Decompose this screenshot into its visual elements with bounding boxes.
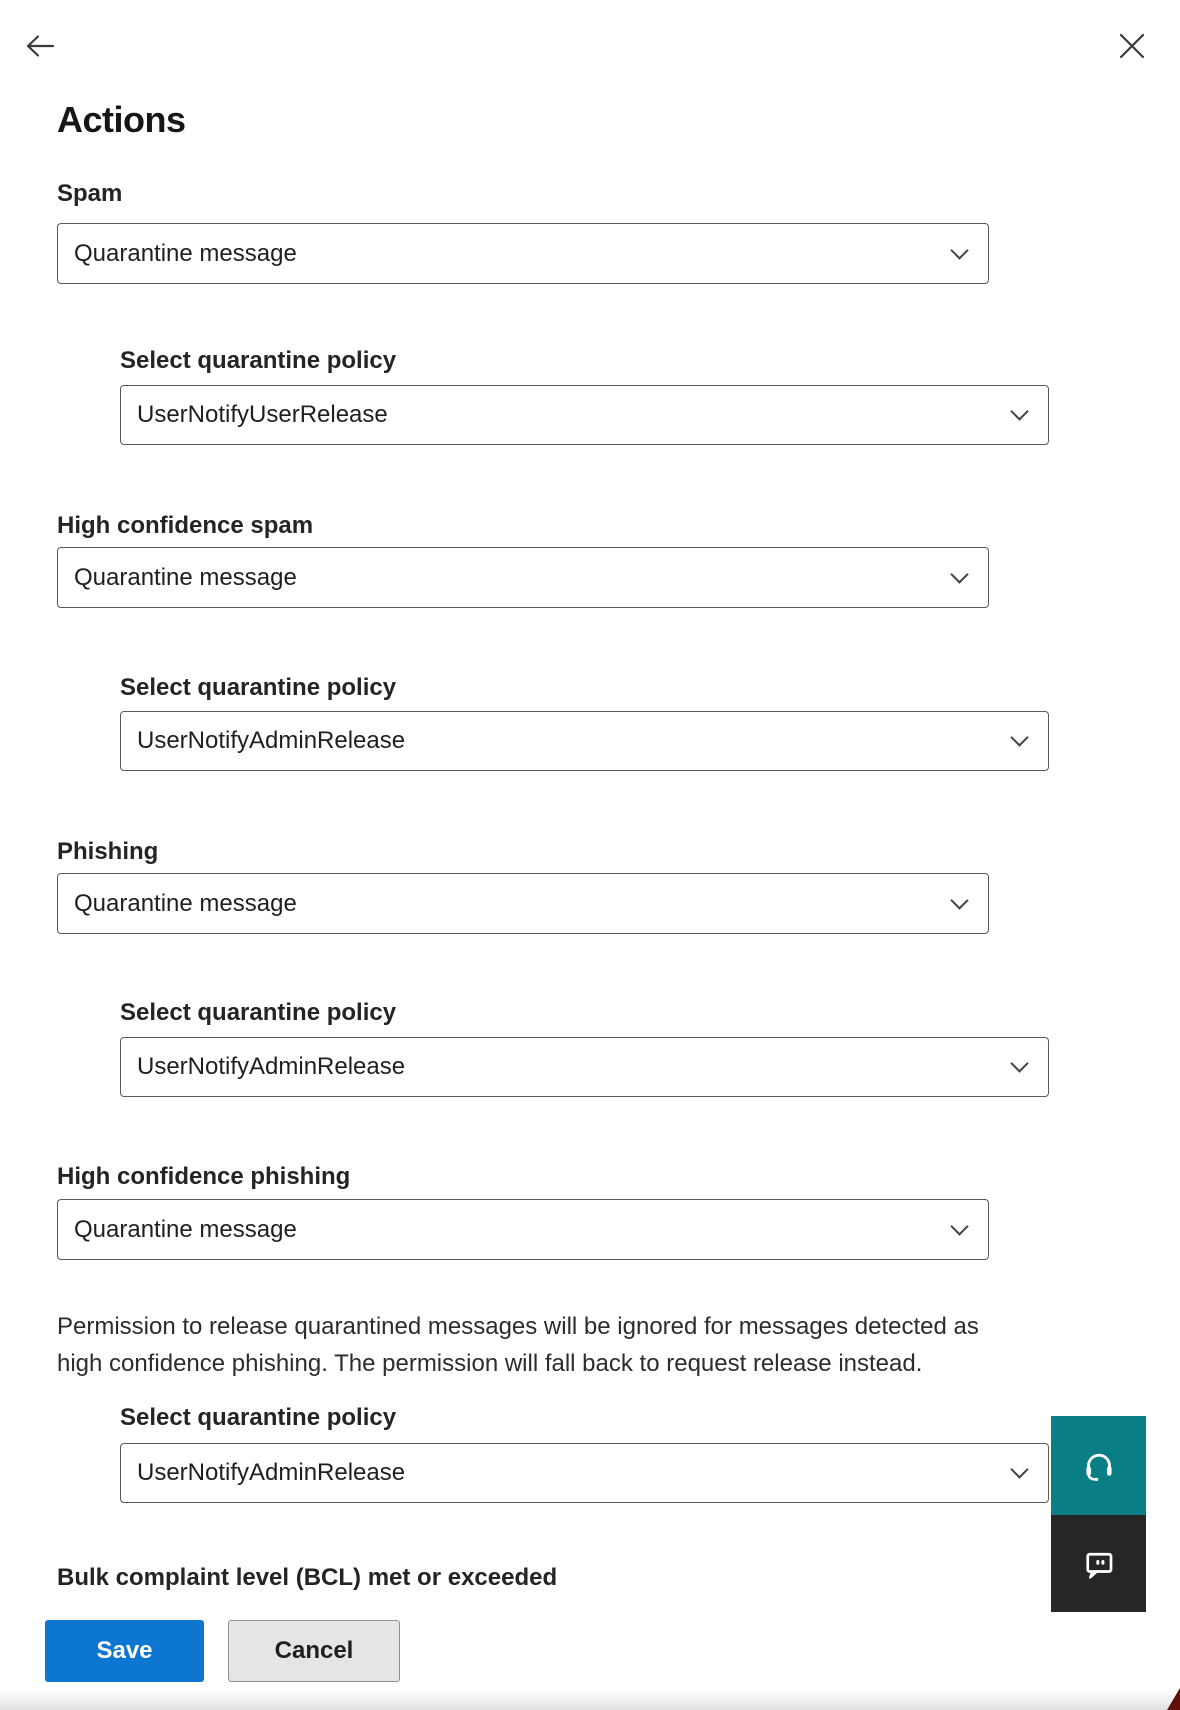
chevron-down-icon [1010, 1460, 1028, 1478]
high-confidence-phishing-policy-value: UserNotifyAdminRelease [137, 1459, 406, 1486]
headset-icon [1081, 1448, 1117, 1484]
high-confidence-spam-policy-value: UserNotifyAdminRelease [137, 727, 406, 754]
back-button[interactable] [20, 26, 60, 66]
actions-panel [57, 0, 989, 1593]
bottom-shadow [0, 1690, 1180, 1710]
arrow-left-icon [24, 32, 56, 60]
high-confidence-phishing-section-label: High confidence phishing [57, 1163, 351, 1190]
chevron-down-icon [1010, 402, 1028, 420]
spam-policy-label: Select quarantine policy [120, 347, 397, 374]
phishing-policy-value: UserNotifyAdminRelease [137, 1053, 406, 1080]
high-confidence-phishing-policy-dropdown[interactable] [120, 1443, 1049, 1503]
spam-section-label: Spam [57, 180, 123, 207]
phishing-action-dropdown[interactable] [57, 873, 989, 934]
high-confidence-spam-policy-dropdown[interactable] [120, 711, 1049, 771]
cancel-button[interactable]: Cancel [228, 1620, 400, 1682]
bulk-complaint-level-section-label: Bulk complaint level (BCL) met or exceeded [57, 1564, 558, 1591]
note-line-1: Permission to release quarantined messages will be ignored for messages detected as [57, 1313, 979, 1340]
help-support-button[interactable] [1051, 1416, 1146, 1515]
save-button[interactable]: Save [45, 1620, 204, 1682]
spam-policy-dropdown[interactable] [120, 385, 1049, 445]
phishing-policy-label: Select quarantine policy [120, 999, 397, 1026]
feedback-button[interactable] [1051, 1515, 1146, 1612]
chevron-down-icon [950, 241, 968, 259]
close-icon [1118, 32, 1146, 60]
page-title: Actions [57, 99, 186, 140]
high-confidence-spam-action-dropdown[interactable] [57, 547, 989, 608]
high-confidence-phishing-action-dropdown[interactable] [57, 1199, 989, 1260]
high-confidence-spam-action-value: Quarantine message [74, 563, 297, 591]
chevron-down-icon [950, 1217, 968, 1235]
spam-action-dropdown[interactable] [57, 223, 989, 284]
high-confidence-phishing-policy-label: Select quarantine policy [120, 1404, 397, 1431]
chevron-down-icon [1010, 728, 1028, 746]
high-confidence-phishing-note [57, 1308, 989, 1382]
phishing-policy-dropdown[interactable] [120, 1037, 1049, 1097]
corner-accent [1167, 1688, 1180, 1710]
high-confidence-spam-section-label: High confidence spam [57, 512, 314, 539]
chevron-down-icon [950, 891, 968, 909]
spam-action-value: Quarantine message [74, 239, 297, 267]
phishing-action-value: Quarantine message [74, 889, 297, 917]
high-confidence-phishing-action-value: Quarantine message [74, 1215, 297, 1243]
chat-bubble-icon [1081, 1546, 1117, 1582]
chevron-down-icon [1010, 1054, 1028, 1072]
close-button[interactable] [1112, 26, 1152, 66]
spam-policy-value: UserNotifyUserRelease [137, 401, 388, 428]
high-confidence-spam-policy-label: Select quarantine policy [120, 674, 397, 701]
chevron-down-icon [950, 565, 968, 583]
note-line-2: high confidence phishing. The permission will fall back to request release instead. [57, 1350, 923, 1377]
phishing-section-label: Phishing [57, 838, 159, 865]
